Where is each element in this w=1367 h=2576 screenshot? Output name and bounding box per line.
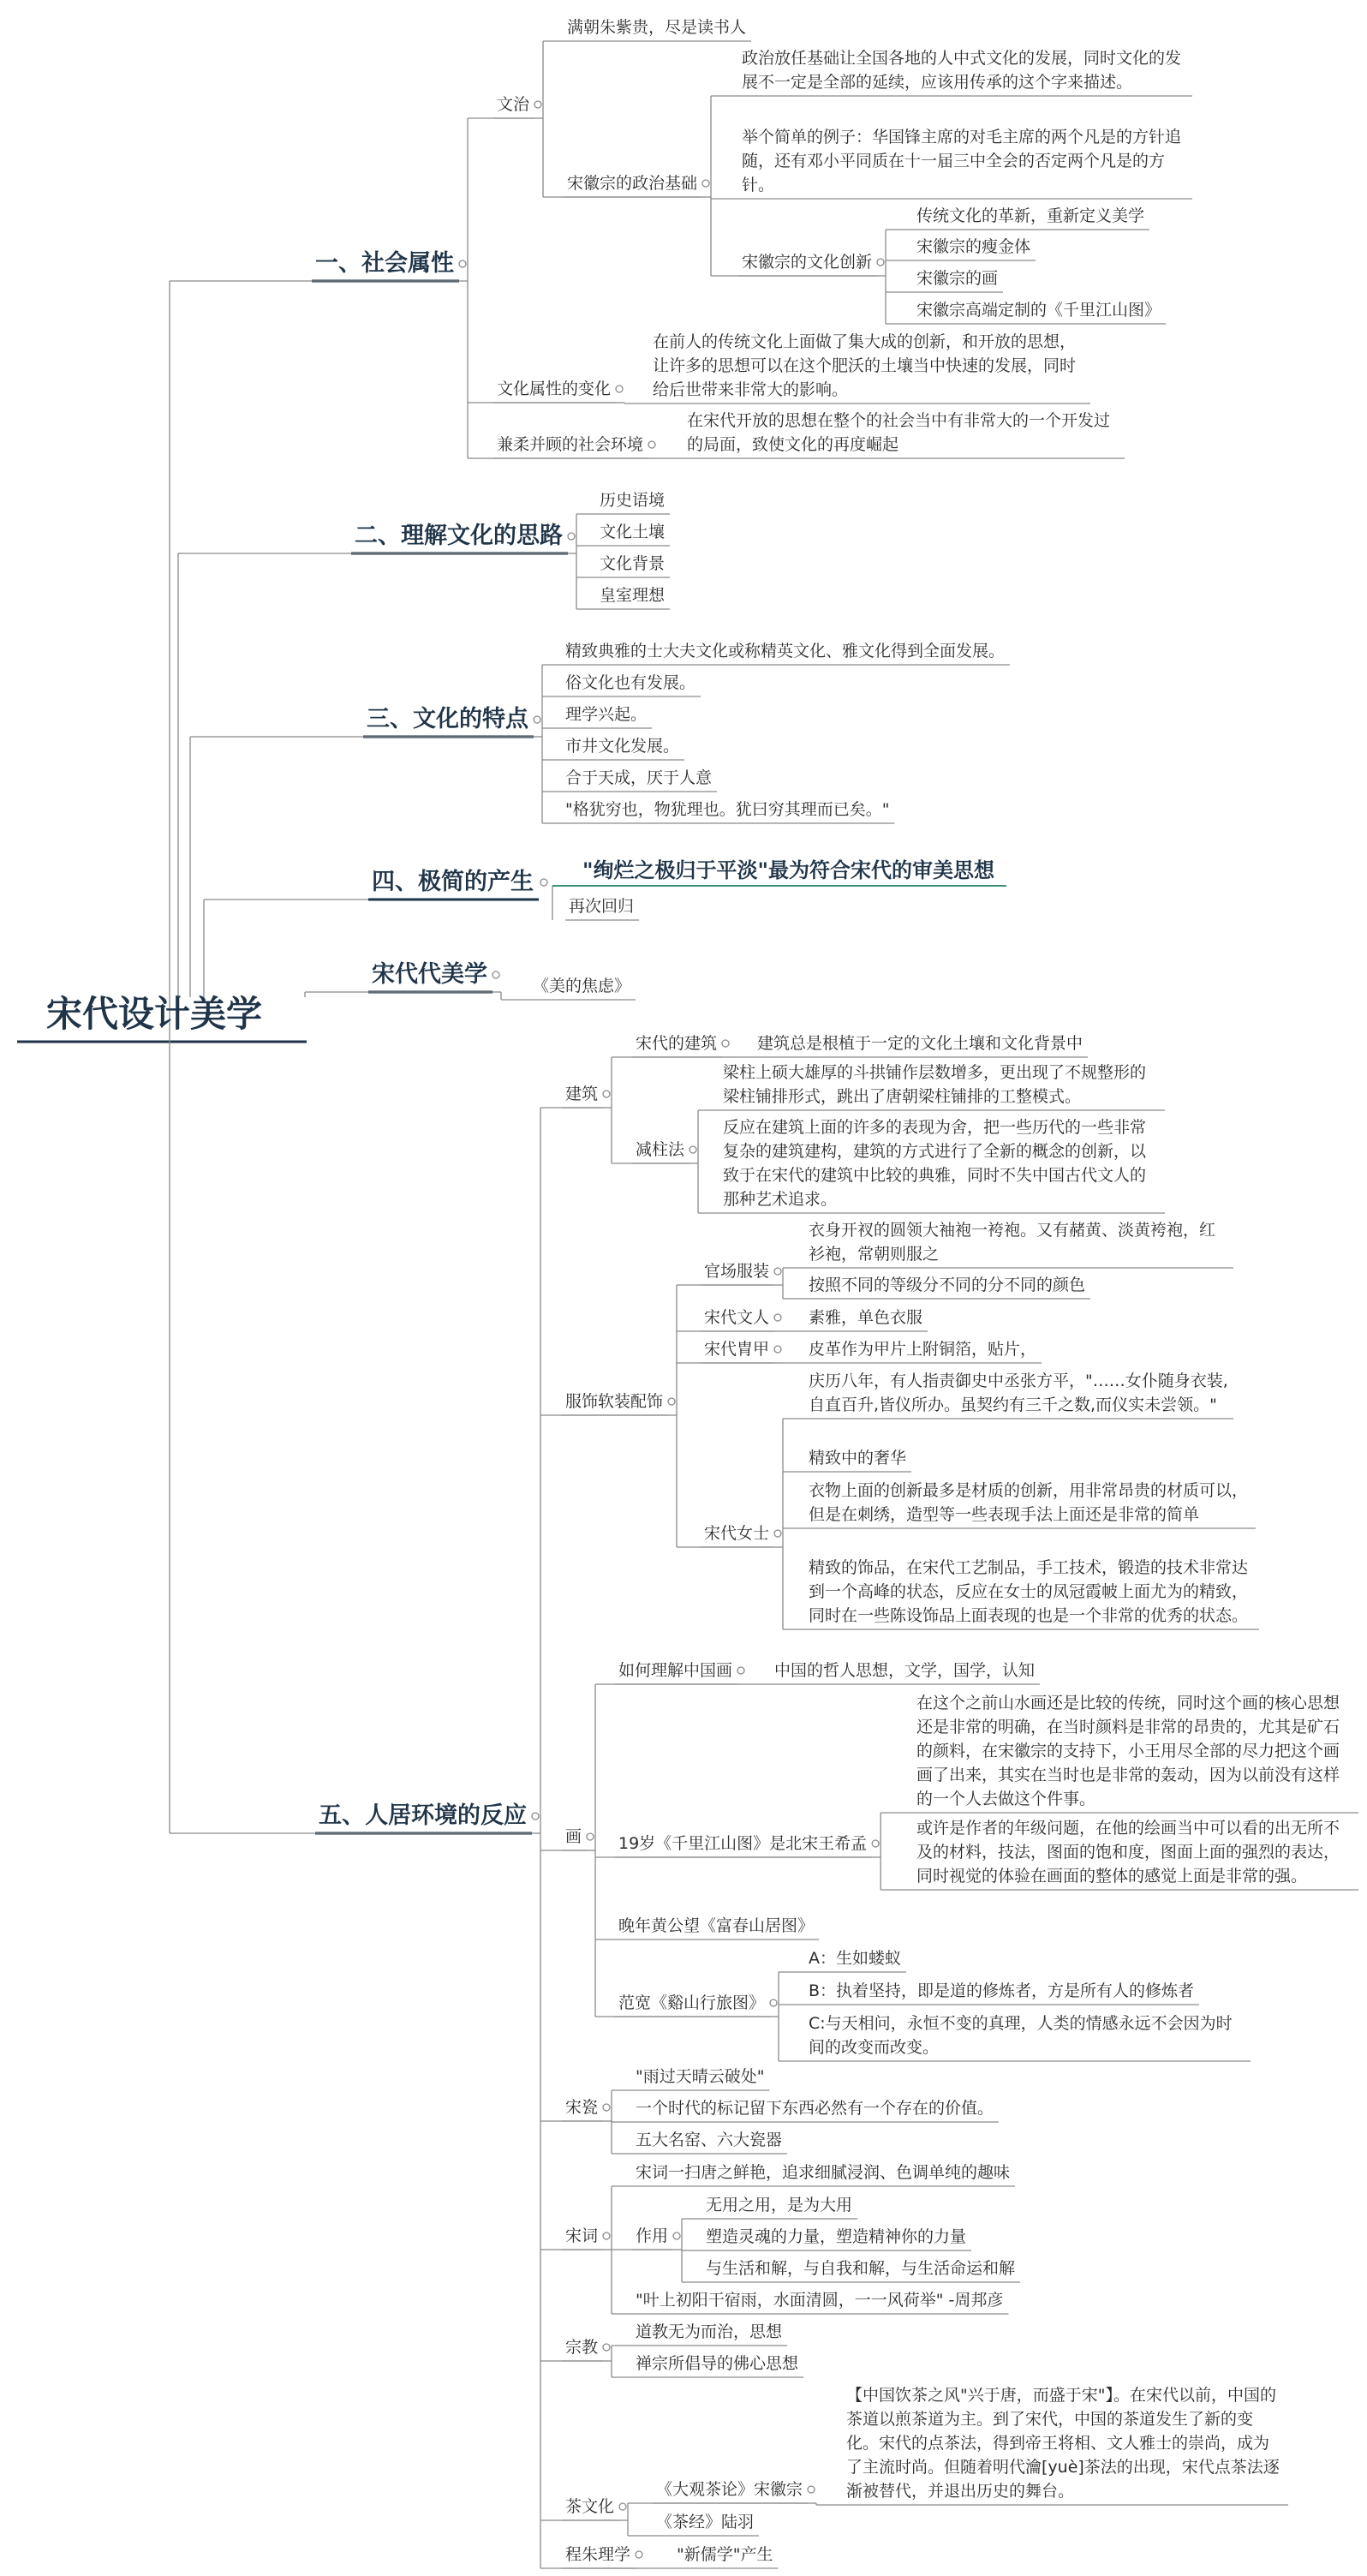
text-ci-1: 宋词一扫唐之鲜艳，追求细腻浸润、色调单纯的趣味 xyxy=(636,2163,1011,2182)
leaf-ci-use-3[interactable]: 与生活和解，与自我和解，与生活命运和解 xyxy=(706,2259,1016,2278)
leaf-feature-5[interactable]: 合于天成，厌于人意 xyxy=(565,768,713,787)
leaf-anxiety-of-beauty[interactable]: 《美的焦虑》 xyxy=(533,977,631,995)
leaf-xishan-b[interactable]: B：执着坚持，即是道的修炼者，方是所有人的修炼者 xyxy=(809,1981,1195,2000)
node-how-understand[interactable]: 如何理解中国画 xyxy=(618,1661,733,1680)
leaf-religion-2[interactable]: 禅宗所倡导的佛心思想 xyxy=(636,2354,799,2373)
node-column-reduction[interactable]: 减柱法 xyxy=(636,1140,685,1159)
text-women-3: 衣物上面的创新最多是材质的创新，用非常昂贵的材质可以，但是在刺绣，造型等一些表现手法上面还是非常的简单 xyxy=(809,1481,1249,1524)
node-wenzhi[interactable]: 文治 xyxy=(497,95,530,114)
leaf-porcelain-2[interactable]: 一个时代的标记留下东西必然有一个存在的价值。 xyxy=(636,2099,994,2118)
text-literati: 素雅，单色衣服 xyxy=(809,1308,923,1327)
leaf-history[interactable]: 历史语境 xyxy=(600,491,666,510)
text-qianli-1: 在这个之前山水画还是比较的传统，同时这个画的核心思想还是非常的明确，在当时颜料是非常的昂贵的，尤其是矿石的颜料，在宋徽宗的支持下，小王用尽全部的尽力把这个画画了出来，其实在当时也是非常的轰动，因为以前没有这样的一个人去做这个件事。 xyxy=(916,1694,1340,1808)
node-ci[interactable]: 宋词 xyxy=(565,2226,599,2245)
node-official-dress[interactable]: 官场服装 xyxy=(704,1262,770,1281)
node-women[interactable]: 宋代女士 xyxy=(704,1524,770,1543)
node-political-basis[interactable]: 宋徽宗的政治基础 xyxy=(567,174,698,193)
leaf-ci-use-1[interactable]: 无用之用，是为大用 xyxy=(706,2196,853,2214)
text-official-dress-2: 按照不同的等级分不同的分不同的颜色 xyxy=(809,1276,1086,1294)
text-women-1: 庆历八年，有人指责御史中丞张方平，"……女仆随身衣装,自直百升,皆仪所办。虽契约有三千之数,而仪实未尝领。" xyxy=(809,1372,1228,1414)
leaf-feature-2[interactable]: 俗文化也有发展。 xyxy=(565,673,696,692)
node-qianli[interactable]: 19岁《千里江山图》是北宋王希孟 xyxy=(618,1834,868,1853)
text-ci-poem: "叶上初阳干宿雨，水面清圆，一一风荷举" -周邦彦 xyxy=(636,2291,1004,2310)
leaf-xishan-a[interactable]: A：生如蝼蚁 xyxy=(809,1949,901,1968)
node-chajing[interactable]: 《茶经》陆羽 xyxy=(656,2513,755,2531)
node-manchao[interactable]: 满朝朱紫贵，尽是读书人 xyxy=(567,18,747,37)
leaf-feature-3[interactable]: 理学兴起。 xyxy=(565,705,648,724)
node-armor[interactable]: 宋代胄甲 xyxy=(704,1340,770,1359)
leaf-porcelain-1[interactable]: "雨过天晴云破处" xyxy=(636,2067,765,2086)
branch-understand-culture[interactable]: 二、理解文化的思路 xyxy=(355,523,563,549)
leaf-innovation-1[interactable]: 传统文化的革新，重新定义美学 xyxy=(916,206,1145,225)
node-brilliance-plain[interactable]: "绚烂之极归于平淡"最为符合宋代的审美思想 xyxy=(582,858,995,882)
leaf-innovation-2[interactable]: 宋徽宗的瘦金体 xyxy=(916,237,1031,256)
text-lixue: "新儒学"产生 xyxy=(677,2545,773,2564)
text-qianli-2: 或许是作者的年级问题，在他的绘画当中可以看的出无所不及的材料，技法，图面的饱和度，图面上面的强烈的表达，同时视觉的体验在画面的整体的感觉上面是非常的强。 xyxy=(916,1819,1340,1886)
leaf-return[interactable]: 再次回归 xyxy=(569,897,635,916)
leaf-feature-1[interactable]: 精致典雅的士大夫文化或称精英文化、雅文化得到全面发展。 xyxy=(565,642,1006,660)
node-attr-change[interactable]: 文化属性的变化 xyxy=(497,380,612,398)
text-social-env: 在宋代开放的思想在整个的社会当中有非常大的一个开发过的局面，致使文化的再度崛起 xyxy=(687,411,1111,454)
leaf-xishan-c[interactable]: C:与天相问，永恒不变的真理，人类的情感永远不会因为时间的改变而改变。 xyxy=(809,2014,1233,2057)
text-armor: 皮革作为甲片上附铜箔，贴片， xyxy=(809,1340,1037,1359)
node-ci-use[interactable]: 作用 xyxy=(636,2226,669,2245)
node-fuchun[interactable]: 晚年黄公望《富春山居图》 xyxy=(618,1916,815,1935)
node-religion[interactable]: 宗教 xyxy=(565,2338,599,2357)
node-architecture[interactable]: 建筑 xyxy=(565,1085,599,1103)
text-example: 举个简单的例子：华国锋主席的对毛主席的两个凡是的方针追随，还有邓小平同质在十一届三中全会的否定两个凡是的方针。 xyxy=(742,128,1182,194)
text-political-laissez: 政治放任基础让全国各地的人中式文化的发展，同时文化的发展不一定是全部的延续，应该用传承的这个字来描述。 xyxy=(742,49,1182,92)
leaf-royal-ideal[interactable]: 皇室理想 xyxy=(600,586,666,605)
text-song-architecture: 建筑总是根植于一定的文化土壤和文化背景中 xyxy=(757,1034,1083,1053)
node-clothing[interactable]: 服饰软装配饰 xyxy=(565,1392,664,1411)
leaf-feature-4[interactable]: 市井文化发展。 xyxy=(565,737,680,756)
node-social-env[interactable]: 兼柔并顾的社会环境 xyxy=(497,435,644,454)
leaf-innovation-3[interactable]: 宋徽宗的画 xyxy=(916,269,999,288)
text-women-2: 精致中的奢华 xyxy=(809,1449,907,1467)
leaf-porcelain-3[interactable]: 五大名窑、六大瓷器 xyxy=(636,2131,783,2149)
text-attr-change: 在前人的传统文化上面做了集大成的创新，和开放的思想，让许多的思想可以在这个肥沃的土壤当中快速的发展，同时给后世带来非常大的影响。 xyxy=(653,332,1077,399)
branch-minimalism[interactable]: 四、极简的产生 xyxy=(372,869,534,895)
leaf-ci-use-2[interactable]: 塑造灵魂的力量，塑造精神你的力量 xyxy=(706,2227,967,2246)
text-how-understand: 中国的哲人思想，文学，国学，认知 xyxy=(774,1661,1036,1680)
root-topic[interactable]: 宋代设计美学 xyxy=(46,993,263,1035)
node-literati[interactable]: 宋代文人 xyxy=(704,1308,770,1327)
node-xishan[interactable]: 范宽《谿山行旅图》 xyxy=(618,1993,766,2012)
node-song-architecture[interactable]: 宋代的建筑 xyxy=(636,1034,718,1053)
leaf-religion-1[interactable]: 道教无为而治，思想 xyxy=(636,2322,783,2341)
text-column-2: 反应在建筑上面的许多的表现为舍，把一些历代的一些非常复杂的建筑建构，建筑的方式进行了全新的概念的创新，以致于在宋代的建筑中比较的典雅，同时不失中国古代文人的那种艺术追求。 xyxy=(723,1118,1147,1209)
leaf-background[interactable]: 文化背景 xyxy=(600,554,666,573)
leaf-feature-6[interactable]: "格犹穷也，物犹理也。犹曰穷其理而已矣。" xyxy=(565,800,890,819)
text-official-dress-1: 衣身开衩的圆领大袖袍一袴袍。又有赭黄、淡黄袴袍，红衫袍，常朝则服之 xyxy=(809,1221,1216,1264)
branch-living-environment[interactable]: 五、人居环境的反应 xyxy=(319,1802,527,1829)
branch-culture-features[interactable]: 三、文化的特点 xyxy=(367,706,528,732)
node-painting[interactable]: 画 xyxy=(565,1827,582,1846)
node-porcelain[interactable]: 宋瓷 xyxy=(565,2098,599,2117)
text-daguan: 【中国饮茶之风"兴于唐，而盛于宋"】。在宋代以前，中国的茶道以煎茶道为主。到了宋代，中国的茶道发生了新的变化。宋代的点茶法，得到帝王将相、文人雅士的崇尚，成为了主流时尚。但随着明代瀹[yuè]茶法的出现，宋代点茶法逐渐被替代，并退出历史的舞台。 xyxy=(846,2386,1280,2501)
node-lixue[interactable]: 程朱理学 xyxy=(565,2545,631,2564)
node-tea[interactable]: 茶文化 xyxy=(565,2497,615,2516)
node-daguan[interactable]: 《大观茶论》宋徽宗 xyxy=(656,2480,803,2499)
branch-song-aesthetics[interactable]: 宋代代美学 xyxy=(372,961,487,988)
leaf-innovation-4[interactable]: 宋徽宗高端定制的《千里江山图》 xyxy=(916,301,1161,320)
leaf-soil[interactable]: 文化土壤 xyxy=(600,523,666,541)
text-women-4: 精致的饰品，在宋代工艺制品，手工技术，锻造的技术非常达到一个高峰的状态，反应在女士的凤冠霞帔上面尤为的精致，同时在一些陈设饰品上面表现的也是一个非常的优秀的状态。 xyxy=(809,1558,1249,1625)
node-culture-innovation[interactable]: 宋徽宗的文化创新 xyxy=(742,253,873,272)
branch-social-attribute[interactable]: 一、社会属性 xyxy=(315,250,454,277)
text-column-1: 梁柱上硕大雄厚的斗拱铺作层数增多，更出现了不规整形的梁柱铺排形式，跳出了唐朝梁柱铺排的工整模式。 xyxy=(723,1063,1147,1106)
